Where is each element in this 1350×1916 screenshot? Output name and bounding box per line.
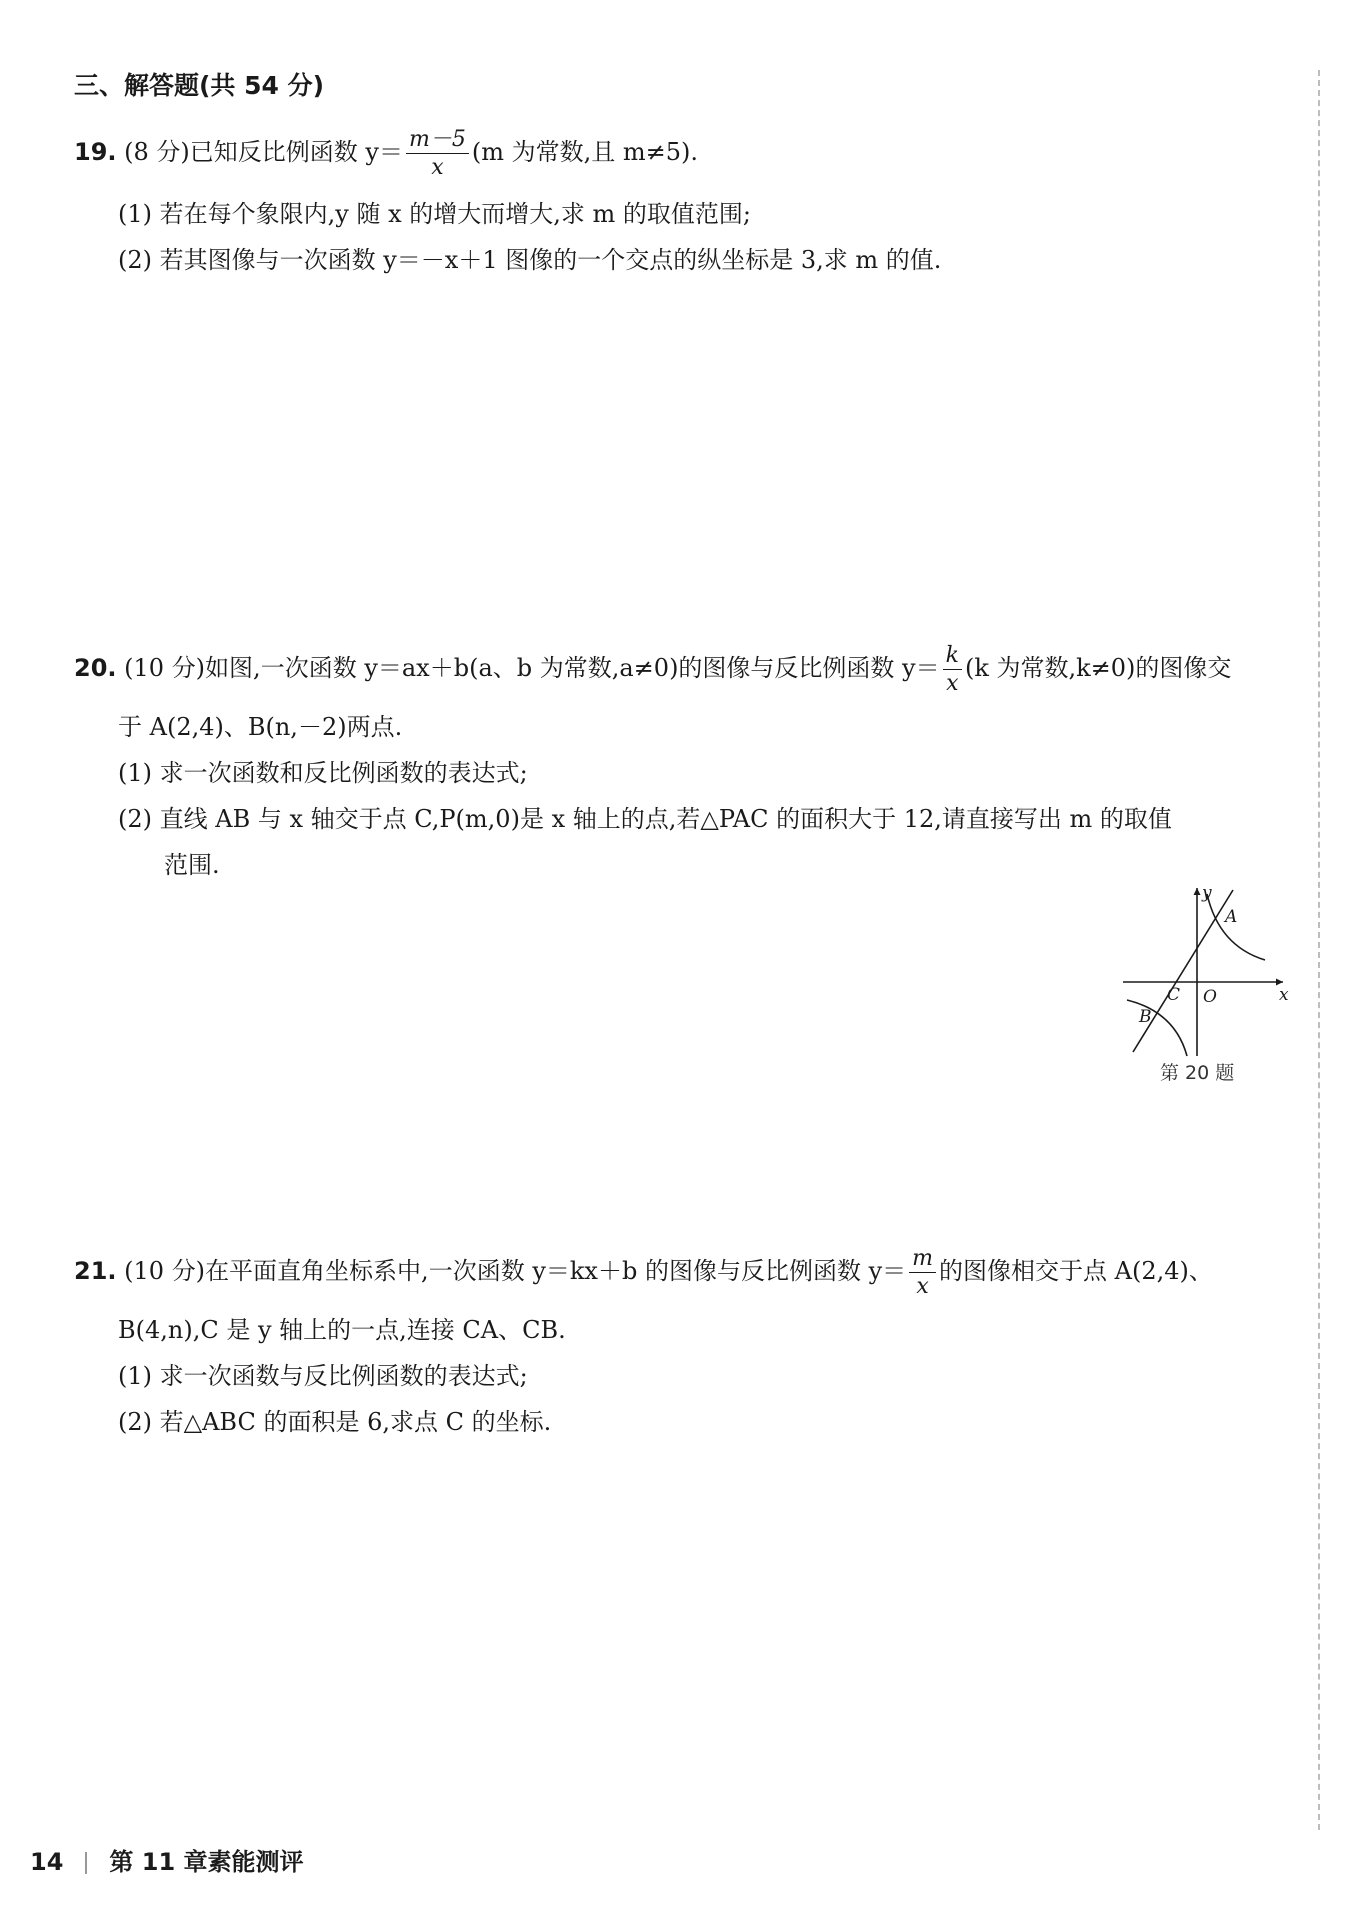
- hyperbola-branch-first-quadrant: [1207, 894, 1265, 960]
- question-21-stem: [74, 1247, 1213, 1298]
- chapter-title: 第 11 章素能测评: [109, 1848, 304, 1876]
- figure-caption: 第 20 题: [1160, 1062, 1235, 1084]
- label-c: C: [1167, 985, 1181, 1005]
- question-20-line-2: 于 A(2,4)、B(n,－2)两点.: [118, 713, 403, 741]
- question-21-number: 21.: [74, 1257, 117, 1286]
- fraction-numerator: k: [943, 644, 962, 670]
- question-21-part-1: (1) 求一次函数与反比例函数的表达式;: [118, 1362, 528, 1390]
- label-x: x: [1279, 985, 1289, 1005]
- binding-dashed-line: [1318, 70, 1320, 1830]
- question-21-score: (10 分): [124, 1257, 206, 1286]
- y-axis-arrow-icon: [1194, 888, 1201, 895]
- question-21-tail: 的图像相交于点 A(2,4)、: [939, 1257, 1213, 1286]
- question-20-intro: 如图,一次函数 y＝ax＋b(a、b 为常数,a≠0)的图像与反比例函数 y＝: [205, 654, 940, 683]
- label-a: A: [1225, 907, 1238, 927]
- line-ab: [1133, 890, 1233, 1052]
- question-21-fraction: [909, 1247, 936, 1298]
- question-20-fraction: [943, 644, 962, 695]
- question-19-number: 19.: [74, 138, 117, 167]
- question-20-part-2: (2) 直线 AB 与 x 轴交于点 C,P(m,0)是 x 轴上的点,若△PAC 的面积大于 12,请直接写出 m 的取值: [118, 805, 1172, 833]
- footer-divider: [85, 1852, 87, 1874]
- question-20-number: 20.: [74, 654, 117, 683]
- question-20-tail: (k 为常数,k≠0)的图像交: [964, 654, 1232, 683]
- question-21-intro: 在平面直角坐标系中,一次函数 y＝kx＋b 的图像与反比例函数 y＝: [205, 1257, 907, 1286]
- question-21-part-2: (2) 若△ABC 的面积是 6,求点 C 的坐标.: [118, 1408, 552, 1436]
- question-20-part-2-continued: 范围.: [164, 851, 220, 879]
- question-19-fraction: [406, 128, 469, 179]
- page-footer: [30, 1842, 304, 1877]
- question-20-stem: [74, 644, 1231, 695]
- fraction-denominator: x: [916, 1274, 929, 1300]
- label-y: y: [1202, 884, 1212, 903]
- fraction-denominator: x: [431, 155, 444, 181]
- label-o: O: [1203, 987, 1217, 1007]
- page-number: 14: [30, 1848, 64, 1876]
- question-19-part-1: (1) 若在每个象限内,y 随 x 的增大而增大,求 m 的取值范围;: [118, 200, 751, 228]
- question-21-line-2: B(4,n),C 是 y 轴上的一点,连接 CA、CB.: [118, 1316, 566, 1344]
- question-19-score: (8 分): [124, 138, 190, 167]
- question-20-part-1: (1) 求一次函数和反比例函数的表达式;: [118, 759, 528, 787]
- question-20-score: (10 分): [124, 654, 206, 683]
- fraction-denominator: x: [946, 671, 959, 697]
- question-19-stem: [74, 128, 698, 179]
- question-19-intro: 已知反比例函数 y＝: [189, 138, 403, 167]
- fraction-numerator: m: [909, 1247, 936, 1273]
- section-title: 三、解答题(共 54 分): [74, 71, 325, 100]
- fraction-numerator: m－5: [406, 128, 469, 154]
- question-20-figure: [1115, 884, 1295, 1064]
- question-19-tail: (m 为常数,且 m≠5).: [471, 138, 698, 167]
- question-19-part-2: (2) 若其图像与一次函数 y＝－x＋1 图像的一个交点的纵坐标是 3,求 m 的值.: [118, 246, 942, 274]
- label-b: B: [1139, 1007, 1152, 1027]
